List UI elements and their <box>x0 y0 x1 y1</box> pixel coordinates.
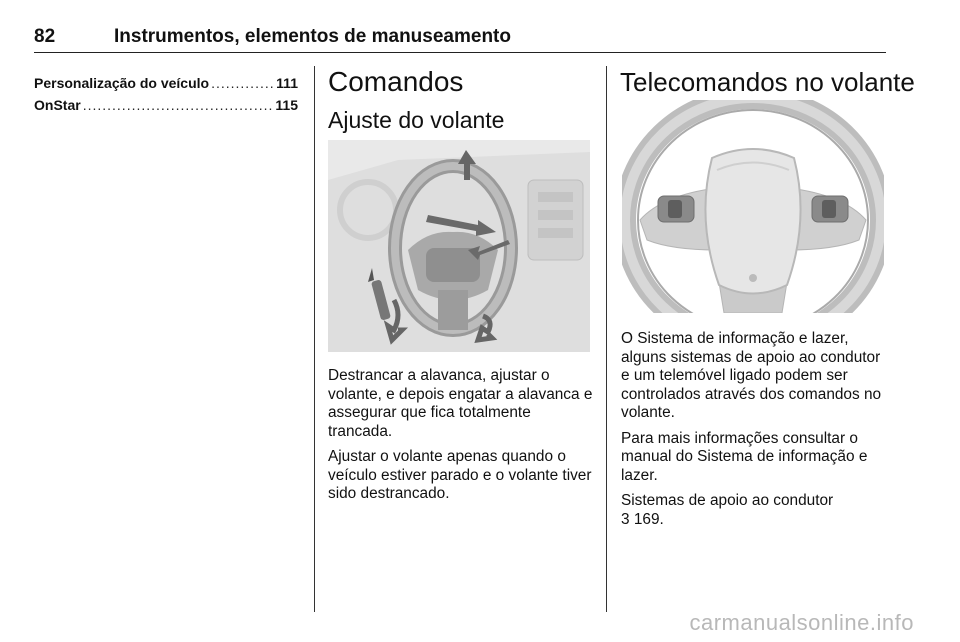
page-header <box>34 26 886 48</box>
page-number: 82 <box>34 26 56 47</box>
toc-entry-page: 111 <box>276 75 298 91</box>
xref-text: Sistemas de apoio ao condutor <box>621 492 834 509</box>
paragraph: Ajustar o volante apenas quando o veículo estiver parado e o volante tiver sido destrancado. <box>328 448 592 502</box>
chapter-title: Instrumentos, elementos de manuseamento <box>114 26 511 47</box>
toc-entry[interactable] <box>34 72 298 94</box>
toc-entry-label: OnStar <box>34 97 81 113</box>
header-rule <box>34 52 886 53</box>
xref-arrow-icon: 3 <box>621 510 630 528</box>
steering-adjust-text <box>328 367 594 511</box>
column-divider-left <box>314 66 315 612</box>
xref-page: 169. <box>633 510 664 528</box>
toc-entry[interactable] <box>34 94 298 116</box>
toc-list <box>34 72 298 116</box>
cross-reference[interactable] <box>621 492 887 529</box>
subsection-title: Ajuste do volante <box>328 107 505 133</box>
paragraph: Destrancar a alavanca, ajustar o volante, e depois engatar a alavanca e assegurar que fica totalmente trancada. <box>328 367 593 440</box>
steering-controls-illustration <box>622 100 884 313</box>
paragraph: Para mais informações consultar o manual do Sistema de informação e lazer. <box>621 429 868 484</box>
steering-adjust-illustration <box>328 140 590 352</box>
steering-controls-text <box>621 330 887 536</box>
section-title-right: Telecomandos no volante <box>620 67 915 97</box>
column-divider-right <box>606 66 607 612</box>
toc-leader-dots <box>83 94 274 116</box>
section-title: Comandos <box>328 66 464 97</box>
toc-entry-page: 115 <box>275 97 298 113</box>
toc-leader-dots <box>211 72 274 94</box>
watermark: carmanualsonline.info <box>689 610 914 635</box>
toc-entry-label: Personalização do veículo <box>34 75 210 91</box>
paragraph: O Sistema de informação e lazer, alguns sistemas de apoio ao condutor e um telemóvel ligado podem ser controlados através dos comandos no volante. <box>621 330 882 421</box>
